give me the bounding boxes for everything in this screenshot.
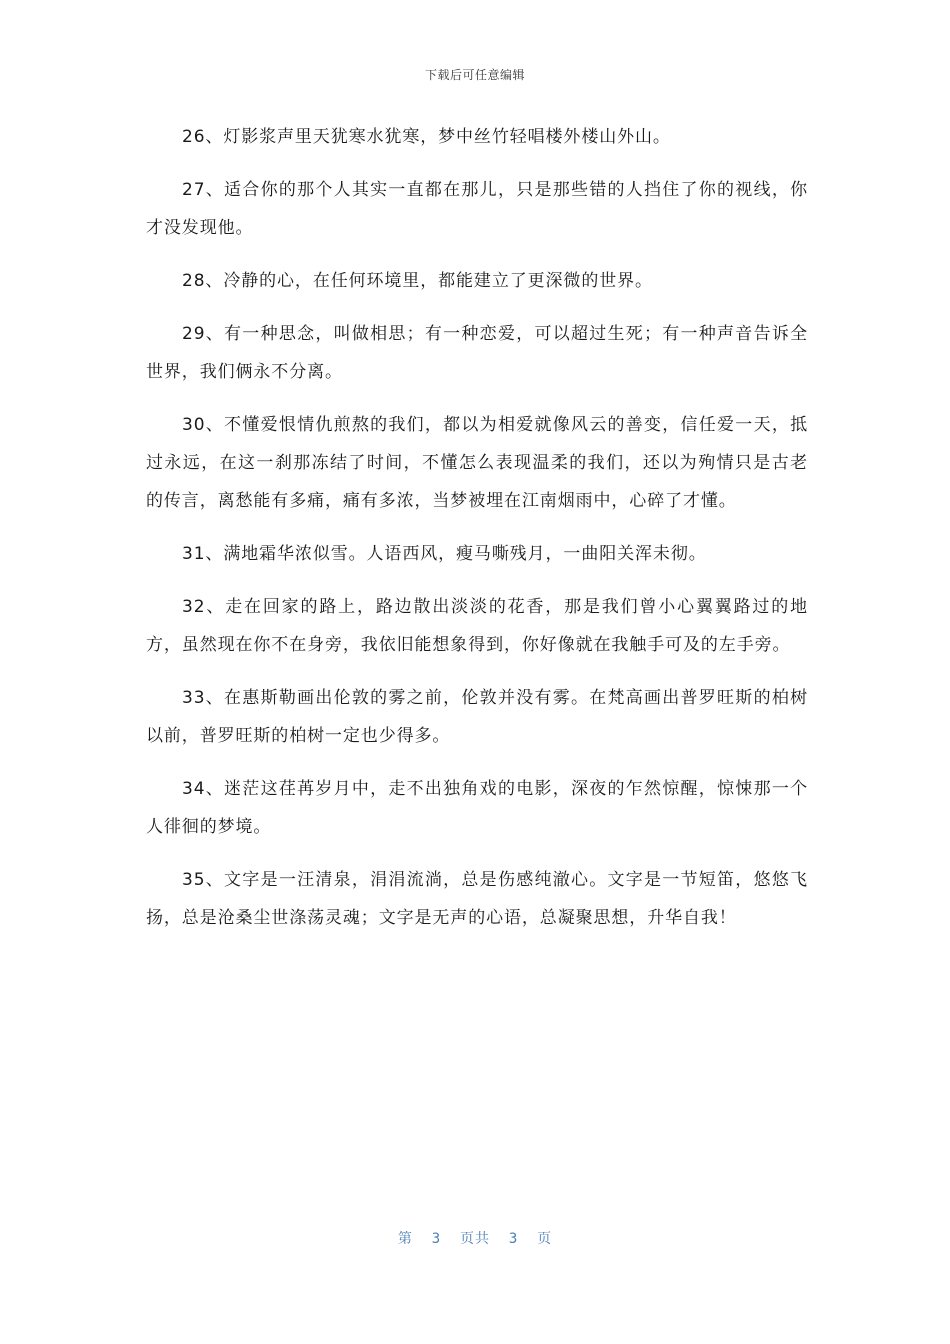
paragraph-34: 34、迷茫这荏苒岁月中，走不出独角戏的电影，深夜的乍然惊醒，惊悚那一个人徘徊的梦境。 — [146, 779, 808, 837]
paragraph-35: 35、文字是一汪清泉，涓涓流淌，总是伤感纯澈心。文字是一节短笛，悠悠飞扬，总是沧桑尘世涤荡灵魂；文字是无声的心语，总凝聚思想，升华自我！ — [146, 870, 808, 928]
paragraph-29: 29、有一种思念，叫做相思；有一种恋爱，可以超过生死；有一种声音告诉全世界，我们俩永不分离。 — [146, 324, 808, 382]
page-header: 下载后可任意编辑 — [424, 68, 525, 82]
paragraph-26: 26、灯影浆声里天犹寒水犹寒，梦中丝竹轻唱楼外楼山外山。 — [182, 127, 671, 147]
paragraph-33: 33、在惠斯勒画出伦敦的雾之前，伦敦并没有雾。在梵高画出普罗旺斯的柏树以前，普罗旺斯的柏树一定也少得多。 — [146, 688, 808, 746]
paragraph-31: 31、满地霜华浓似雪。人语西风，瘦马嘶残月，一曲阳关浑未彻。 — [182, 544, 707, 564]
page-number-footer: 第 3 页共 3 页 — [397, 1231, 553, 1247]
document-body — [146, 118, 808, 952]
paragraph-27: 27、适合你的那个人其实一直都在那儿，只是那些错的人挡住了你的视线，你才没发现他。 — [146, 180, 808, 238]
paragraph-28: 28、冷静的心，在任何环境里，都能建立了更深微的世界。 — [182, 271, 653, 291]
paragraph-32: 32、走在回家的路上，路边散出淡淡的花香，那是我们曾小心翼翼路过的地方，虽然现在你不在身旁，我依旧能想象得到，你好像就在我触手可及的左手旁。 — [146, 597, 808, 655]
paragraph-30: 30、不懂爱恨情仇煎熬的我们，都以为相爱就像风云的善变，信任爱一天，抵过永远，在这一刹那冻结了时间，不懂怎么表现温柔的我们，还以为殉情只是古老的传言，离愁能有多痛，痛有多浓，当梦被埋在江南烟雨中，心碎了才懂。 — [146, 415, 808, 511]
